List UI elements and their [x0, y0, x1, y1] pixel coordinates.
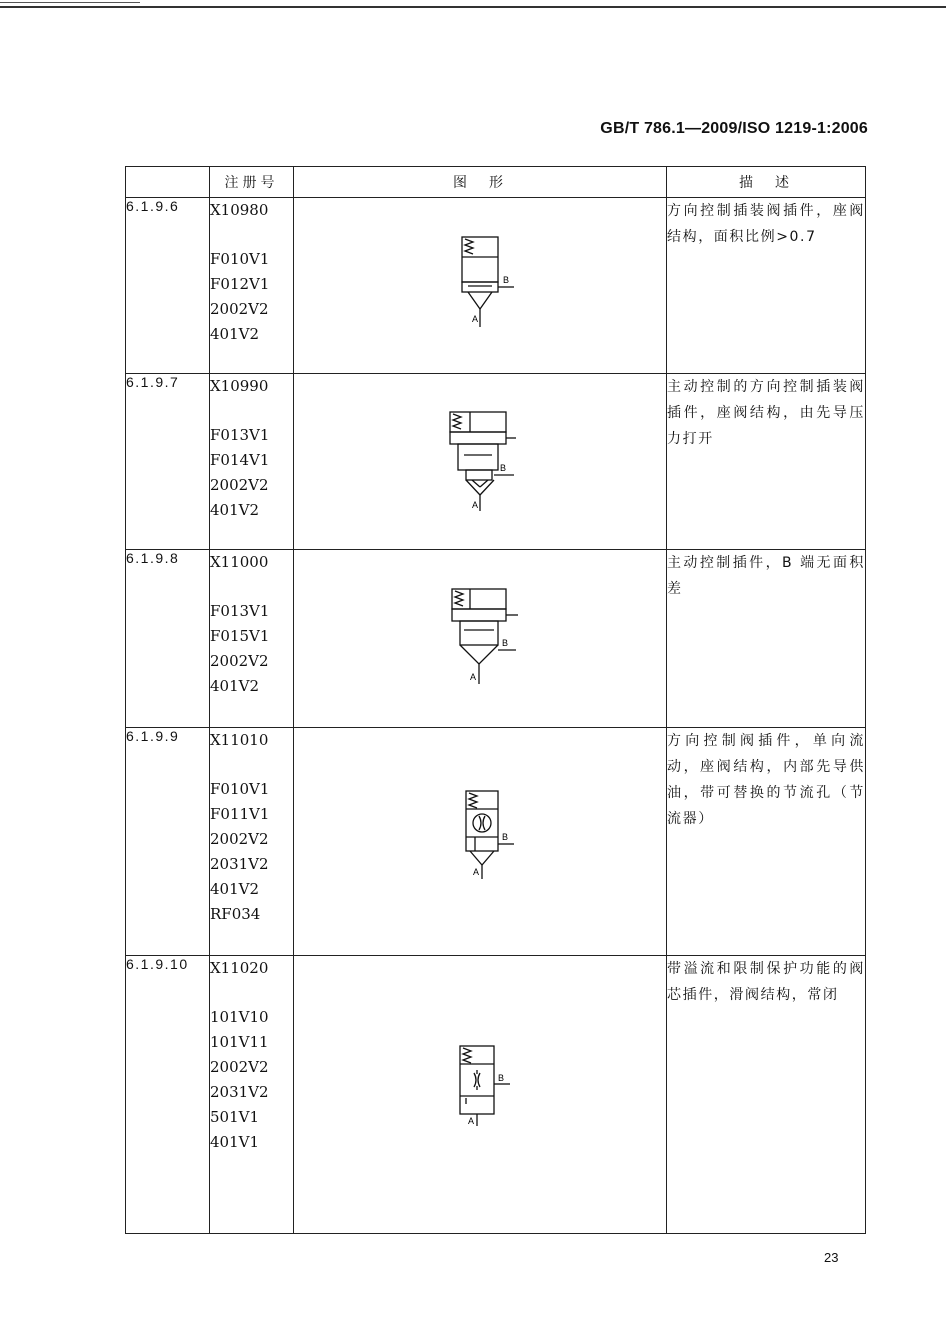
- registration-code: 2002V2: [210, 652, 269, 670]
- registration-code: 2002V2: [210, 1058, 269, 1076]
- registration-code: 101V11: [210, 1033, 269, 1051]
- registration-cell: [210, 550, 294, 728]
- port-b-label: B: [502, 637, 509, 648]
- registration-cell: [210, 198, 294, 374]
- standard-header: GB/T 786.1—2009/ISO 1219-1:2006: [600, 120, 868, 137]
- registration-code: 101V10: [210, 1008, 269, 1026]
- clause-number: 6.1.9.9: [126, 728, 210, 956]
- registration-code: 401V2: [210, 677, 260, 695]
- symbol-cell: [294, 550, 667, 728]
- port-a-label: A: [472, 313, 479, 324]
- top-rule-mark: [0, 2, 140, 3]
- registration-code: F014V1: [210, 451, 270, 469]
- port-a-label: A: [468, 1115, 475, 1126]
- description: 方向控制插装阀插件，座阀结构，面积比例>0.7: [667, 198, 866, 374]
- description: 主动控制插件，B 端无面积差: [667, 550, 866, 728]
- port-a-label: A: [473, 866, 480, 877]
- registration-code: F010V1: [210, 250, 270, 268]
- registration-code: F012V1: [210, 275, 270, 293]
- page-number: 23: [824, 1250, 839, 1265]
- port-b-label: B: [498, 1072, 505, 1083]
- col-reg-header: 注册号: [210, 167, 294, 198]
- port-b-label: B: [502, 831, 509, 842]
- registration-cell: [210, 728, 294, 956]
- registration-code: 2002V2: [210, 476, 269, 494]
- col-figure-header: 图 形: [294, 167, 667, 198]
- registration-code: 2031V2: [210, 855, 269, 873]
- registration-code: 401V2: [210, 501, 260, 519]
- description: 方向控制阀插件，单向流动，座阀结构，内部先导供油，带可替换的节流孔（节流器）: [667, 728, 866, 956]
- clause-number: 6.1.9.8: [126, 550, 210, 728]
- registration-code: 501V1: [210, 1108, 260, 1126]
- col-desc-header: 描 述: [667, 167, 866, 198]
- port-b-label: B: [500, 462, 507, 473]
- top-rule: [0, 6, 946, 8]
- description: 主动控制的方向控制插装阀插件，座阀结构，由先导压力打开: [667, 374, 866, 550]
- registration-number: X10990: [210, 377, 269, 395]
- symbol-cell: [294, 374, 667, 550]
- active-cartridge-pilot-open-icon: [420, 407, 540, 517]
- registration-number: X11020: [210, 959, 269, 977]
- registration-code: 401V2: [210, 880, 260, 898]
- registration-cell: [210, 374, 294, 550]
- registration-code: F011V1: [210, 805, 270, 823]
- clause-number: 6.1.9.10: [126, 956, 210, 1234]
- port-a-label: A: [472, 499, 479, 510]
- registration-code: 401V1: [210, 1133, 260, 1151]
- registration-code: 2002V2: [210, 830, 269, 848]
- table-row: [126, 198, 866, 374]
- table-row: [126, 728, 866, 956]
- spool-cartridge-relief-icon: [420, 1040, 540, 1150]
- table-header-row: [126, 167, 866, 198]
- symbol-cell: [294, 956, 667, 1234]
- registration-code: F010V1: [210, 780, 270, 798]
- clause-number: 6.1.9.7: [126, 374, 210, 550]
- symbol-cell: [294, 728, 667, 956]
- registration-number: X11010: [210, 731, 269, 749]
- table-row: [126, 956, 866, 1234]
- cartridge-valve-area-ratio-icon: [420, 231, 540, 341]
- registration-code: 401V2: [210, 325, 260, 343]
- active-cartridge-no-area-diff-icon: [420, 584, 540, 694]
- symbol-cell: [294, 198, 667, 374]
- symbol-table: [125, 166, 866, 1234]
- registration-cell: [210, 956, 294, 1234]
- description: 带溢流和限制保护功能的阀芯插件，滑阀结构，常闭: [667, 956, 866, 1234]
- table-row: [126, 550, 866, 728]
- cartridge-with-orifice-icon: [420, 787, 540, 897]
- registration-code: F013V1: [210, 602, 270, 620]
- port-b-label: B: [503, 274, 510, 285]
- registration-code: F015V1: [210, 627, 270, 645]
- registration-code: F013V1: [210, 426, 270, 444]
- registration-number: X11000: [210, 553, 269, 571]
- registration-number: X10980: [210, 201, 269, 219]
- registration-code: RF034: [210, 905, 261, 923]
- port-a-label: A: [470, 671, 477, 682]
- col-clause-header: [126, 167, 210, 198]
- table-row: [126, 374, 866, 550]
- registration-code: 2031V2: [210, 1083, 269, 1101]
- registration-code: 2002V2: [210, 300, 269, 318]
- clause-number: 6.1.9.6: [126, 198, 210, 374]
